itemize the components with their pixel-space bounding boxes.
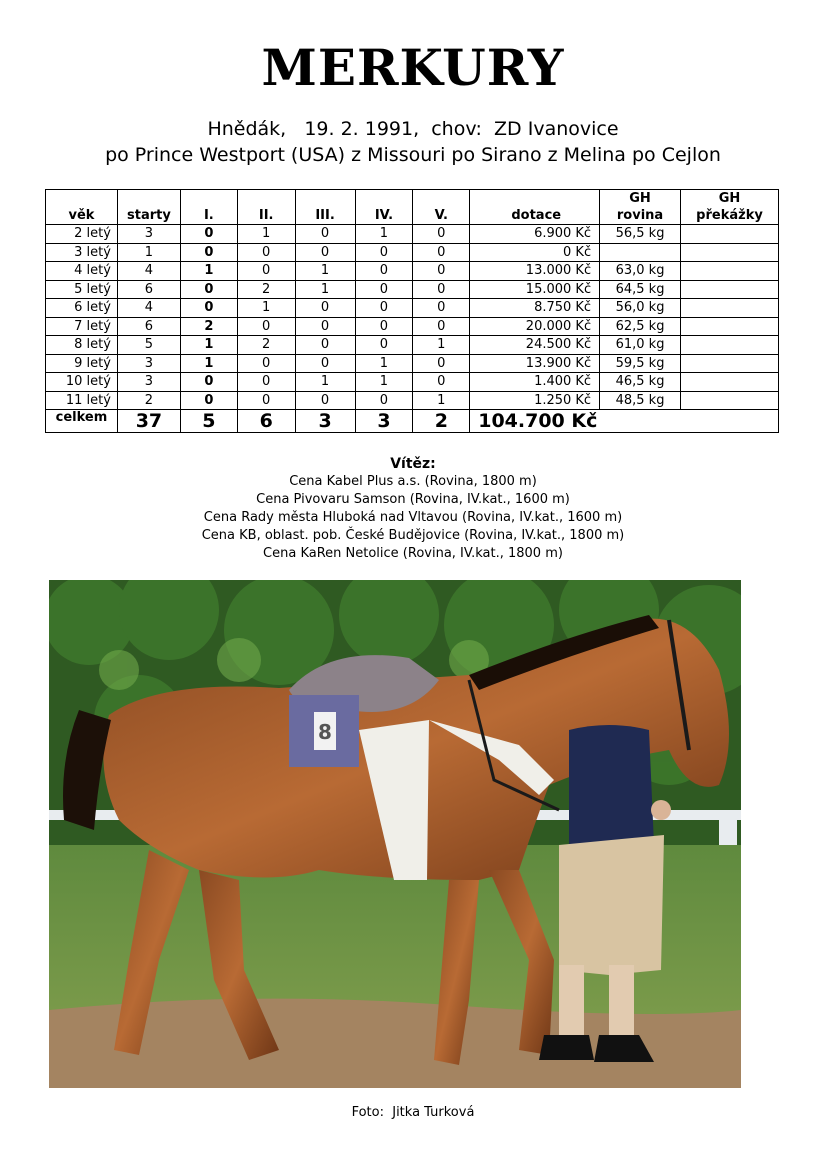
total-label: celkem bbox=[46, 410, 118, 433]
winner-race: Cena KB, oblast. pob. České Budějovice (Rovina, IV.kat., 1800 m) bbox=[201, 528, 625, 543]
table-cell: 0 bbox=[355, 262, 413, 281]
table-cell: 1 bbox=[117, 243, 180, 262]
pedigree: po Prince Westport (USA) z Missouri po Sirano z Melina po Cejlon bbox=[105, 144, 721, 166]
table-cell: 0 bbox=[237, 373, 295, 392]
table-cell bbox=[680, 373, 778, 392]
column-header: IV. bbox=[355, 190, 413, 225]
total-cell: 5 bbox=[180, 410, 237, 433]
table-cell bbox=[680, 299, 778, 318]
table-cell: 5 letý bbox=[46, 280, 118, 299]
table-cell: 48,5 kg bbox=[600, 391, 681, 410]
table-cell: 2 bbox=[117, 391, 180, 410]
winner-race: Cena Rady města Hluboká nad Vltavou (Rovina, IV.kat., 1600 m) bbox=[203, 510, 623, 525]
winner-race: Cena Kabel Plus a.s. (Rovina, 1800 m) bbox=[289, 474, 537, 489]
table-cell bbox=[680, 262, 778, 281]
table-cell: 10 letý bbox=[46, 373, 118, 392]
table-cell: 63,0 kg bbox=[600, 262, 681, 281]
table-cell: 2 bbox=[180, 317, 237, 336]
table-cell: 0 bbox=[295, 317, 355, 336]
winner-race: Cena Pivovaru Samson (Rovina, IV.kat., 1600 m) bbox=[256, 492, 570, 507]
table-cell: 5 bbox=[117, 336, 180, 355]
table-cell: 0 bbox=[237, 317, 295, 336]
total-cell: 104.700 Kč bbox=[470, 410, 779, 433]
table-cell bbox=[680, 354, 778, 373]
column-header: GH rovina bbox=[600, 190, 681, 225]
table-cell: 1 bbox=[180, 262, 237, 281]
table-cell: 0 bbox=[295, 354, 355, 373]
table-cell: 0 bbox=[413, 299, 470, 318]
table-header-row bbox=[46, 190, 779, 225]
table-cell: 6.900 Kč bbox=[470, 225, 600, 244]
column-header: věk bbox=[46, 190, 118, 225]
table-row bbox=[46, 373, 779, 392]
column-header: II. bbox=[237, 190, 295, 225]
table-row bbox=[46, 280, 779, 299]
table-cell: 0 bbox=[295, 225, 355, 244]
table-cell: 62,5 kg bbox=[600, 317, 681, 336]
table-cell: 1.250 Kč bbox=[470, 391, 600, 410]
table-cell bbox=[680, 391, 778, 410]
table-row bbox=[46, 225, 779, 244]
table-cell: 1 bbox=[295, 280, 355, 299]
table-cell bbox=[680, 225, 778, 244]
table-cell: 56,0 kg bbox=[600, 299, 681, 318]
table-cell: 1 bbox=[180, 354, 237, 373]
table-cell: 0 bbox=[413, 243, 470, 262]
table-cell: 64,5 kg bbox=[600, 280, 681, 299]
table-cell: 13.900 Kč bbox=[470, 354, 600, 373]
column-header: I. bbox=[180, 190, 237, 225]
table-cell: 0 bbox=[180, 391, 237, 410]
table-cell: 0 bbox=[237, 262, 295, 281]
table-cell: 2 bbox=[237, 280, 295, 299]
column-header: dotace bbox=[470, 190, 600, 225]
table-cell bbox=[680, 317, 778, 336]
table-cell: 15.000 Kč bbox=[470, 280, 600, 299]
table-cell bbox=[680, 280, 778, 299]
table-cell: 59,5 kg bbox=[600, 354, 681, 373]
table-cell: 0 bbox=[295, 336, 355, 355]
table-cell: 1 bbox=[413, 391, 470, 410]
table-cell: 0 bbox=[295, 299, 355, 318]
table-cell: 1 bbox=[295, 373, 355, 392]
total-cell: 2 bbox=[413, 410, 470, 433]
table-cell: 1.400 Kč bbox=[470, 373, 600, 392]
table-cell: 0 bbox=[413, 225, 470, 244]
column-header: starty bbox=[117, 190, 180, 225]
total-cell: 37 bbox=[117, 410, 180, 433]
table-cell bbox=[600, 243, 681, 262]
table-cell: 3 bbox=[117, 373, 180, 392]
table-cell: 24.500 Kč bbox=[470, 336, 600, 355]
table-cell: 3 bbox=[117, 354, 180, 373]
table-cell bbox=[680, 243, 778, 262]
table-row bbox=[46, 317, 779, 336]
table-cell: 11 letý bbox=[46, 391, 118, 410]
table-cell: 13.000 Kč bbox=[470, 262, 600, 281]
horse-details: Hnědák, 19. 2. 1991, chov: ZD Ivanovice bbox=[207, 118, 619, 140]
table-cell: 4 bbox=[117, 262, 180, 281]
column-header: V. bbox=[413, 190, 470, 225]
table-total-row bbox=[46, 410, 779, 433]
saddle-cloth-number: 8 bbox=[318, 720, 332, 744]
column-header: III. bbox=[295, 190, 355, 225]
race-statistics-table bbox=[45, 189, 779, 433]
table-cell: 0 bbox=[237, 243, 295, 262]
table-cell: 0 bbox=[355, 391, 413, 410]
column-header: GH překážky bbox=[680, 190, 778, 225]
table-cell: 0 bbox=[355, 299, 413, 318]
table-cell: 1 bbox=[237, 225, 295, 244]
table-cell: 0 bbox=[237, 354, 295, 373]
table-cell: 6 letý bbox=[46, 299, 118, 318]
winner-race: Cena KaRen Netolice (Rovina, IV.kat., 1800 m) bbox=[263, 546, 563, 561]
table-cell: 4 bbox=[117, 299, 180, 318]
table-cell: 2 bbox=[237, 336, 295, 355]
table-cell: 0 bbox=[413, 373, 470, 392]
table-cell: 1 bbox=[295, 262, 355, 281]
table-cell: 0 bbox=[355, 243, 413, 262]
table-cell: 56,5 kg bbox=[600, 225, 681, 244]
table-cell: 6 bbox=[117, 280, 180, 299]
table-cell: 8.750 Kč bbox=[470, 299, 600, 318]
table-cell: 7 letý bbox=[46, 317, 118, 336]
table-cell: 0 Kč bbox=[470, 243, 600, 262]
table-cell: 46,5 kg bbox=[600, 373, 681, 392]
table-cell: 1 bbox=[355, 373, 413, 392]
table-cell: 0 bbox=[355, 280, 413, 299]
table-cell: 0 bbox=[180, 225, 237, 244]
table-cell: 1 bbox=[237, 299, 295, 318]
winners-section bbox=[0, 455, 826, 563]
table-cell: 1 bbox=[355, 354, 413, 373]
total-cell: 3 bbox=[355, 410, 413, 433]
total-cell: 3 bbox=[295, 410, 355, 433]
table-cell: 1 bbox=[180, 336, 237, 355]
table-cell: 0 bbox=[237, 391, 295, 410]
table-cell: 61,0 kg bbox=[600, 336, 681, 355]
table-cell: 3 letý bbox=[46, 243, 118, 262]
table-cell: 2 letý bbox=[46, 225, 118, 244]
table-cell: 1 bbox=[413, 336, 470, 355]
table-row bbox=[46, 243, 779, 262]
table-cell: 6 bbox=[117, 317, 180, 336]
table-row bbox=[46, 336, 779, 355]
total-cell: 6 bbox=[237, 410, 295, 433]
table-cell: 1 bbox=[355, 225, 413, 244]
table-cell: 0 bbox=[180, 280, 237, 299]
table-cell: 0 bbox=[180, 299, 237, 318]
table-cell: 20.000 Kč bbox=[470, 317, 600, 336]
table-cell: 0 bbox=[180, 243, 237, 262]
page-title: MERKURY bbox=[261, 38, 565, 97]
horse-photo bbox=[49, 580, 741, 1088]
table-cell: 0 bbox=[413, 317, 470, 336]
table-cell: 0 bbox=[180, 373, 237, 392]
table-cell: 0 bbox=[355, 336, 413, 355]
table-cell: 0 bbox=[295, 391, 355, 410]
table-row bbox=[46, 391, 779, 410]
table-row bbox=[46, 262, 779, 281]
table-cell: 4 letý bbox=[46, 262, 118, 281]
table-cell: 0 bbox=[413, 262, 470, 281]
table-row bbox=[46, 354, 779, 373]
table-row bbox=[46, 299, 779, 318]
photo-credit: Foto: Jitka Turková bbox=[351, 1105, 475, 1120]
table-cell: 0 bbox=[413, 280, 470, 299]
table-cell: 0 bbox=[355, 317, 413, 336]
table-cell: 0 bbox=[413, 354, 470, 373]
table-cell: 8 letý bbox=[46, 336, 118, 355]
table-cell: 0 bbox=[295, 243, 355, 262]
table-cell: 3 bbox=[117, 225, 180, 244]
table-cell: 9 letý bbox=[46, 354, 118, 373]
table-cell bbox=[680, 336, 778, 355]
winners-heading: Vítěz: bbox=[390, 456, 436, 472]
